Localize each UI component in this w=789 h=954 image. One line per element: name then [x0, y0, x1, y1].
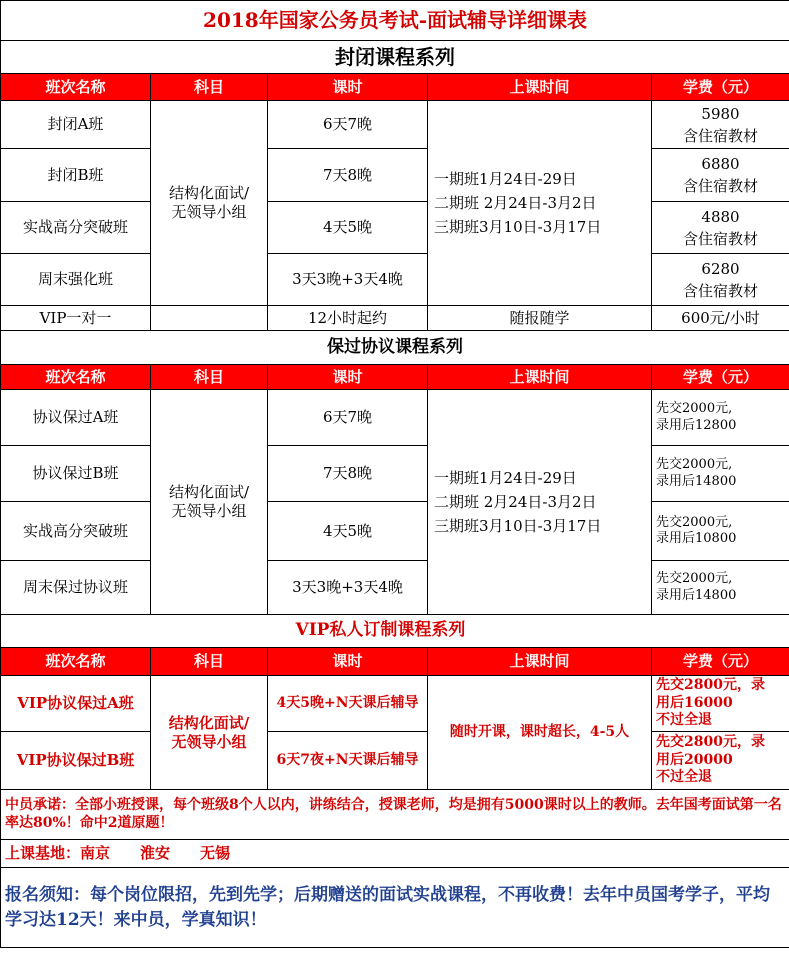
class-name: VIP协议保过B班: [1, 732, 151, 790]
header-hours: 课时: [268, 365, 428, 390]
hours-cell: 6天7晚: [268, 390, 428, 446]
class-name: VIP协议保过A班: [1, 676, 151, 732]
schedule-cell: [428, 390, 652, 615]
table-row: [1, 254, 789, 306]
fee-note: 含住宿教材: [683, 126, 759, 145]
class-name: 实战高分突破班: [1, 202, 151, 254]
header-subject: 科目: [151, 648, 268, 676]
header-fee: 学费（元）: [652, 648, 789, 676]
fee-line: 不过全退: [656, 769, 712, 786]
closed-series-title: 封闭课程系列: [1, 41, 789, 74]
fee-line: 用后16000: [656, 694, 733, 711]
closed-header-row: [1, 74, 789, 101]
table-row: [1, 446, 789, 502]
time-cell: 随报随学: [428, 306, 652, 331]
fee-note: 含住宿教材: [683, 229, 759, 248]
schedule-cell: [428, 101, 652, 306]
header-subject: 科目: [151, 74, 268, 101]
schedule-line: 二期班 2月24日-3月2日: [434, 194, 597, 212]
fee-line: 先交2000元,: [656, 571, 733, 587]
fee-cell: [652, 561, 789, 615]
table-row: [1, 561, 789, 615]
header-hours: 课时: [268, 648, 428, 676]
agreement-header-row: [1, 365, 789, 390]
header-class: 班次名称: [1, 74, 151, 101]
hours-cell: 4天5晚: [268, 202, 428, 254]
fee-cell: [652, 390, 789, 446]
subject-line: 无领导小组: [171, 502, 247, 520]
subject-cell: [151, 306, 268, 331]
table-row: [1, 306, 789, 331]
fee-line: 先交2000元,: [656, 401, 733, 417]
header-time: 上课时间: [428, 74, 652, 101]
fee-line: 录用后10800: [656, 531, 737, 546]
fee-cell: [652, 101, 789, 149]
table-row: [1, 390, 789, 446]
fee-line: 录用后12800: [656, 417, 737, 433]
header-class: 班次名称: [1, 365, 151, 390]
schedule-line: 三期班3月10日-3月17日: [434, 517, 602, 535]
hours-cell: 7天8晚: [268, 446, 428, 502]
fee-line: 录用后14800: [656, 587, 737, 603]
header-fee: 学费（元）: [652, 365, 789, 390]
fee-line: 先交2800元，录: [656, 734, 765, 751]
header-time: 上课时间: [428, 648, 652, 676]
agreement-series-title: 保过协议课程系列: [1, 331, 789, 365]
class-name: VIP一对一: [1, 306, 151, 331]
vip-header-row: [1, 648, 789, 676]
hours-cell: 4天5晚+N天课后辅导: [268, 676, 428, 732]
table-row: [1, 101, 789, 149]
table-row: [1, 202, 789, 254]
subject-line: 结构化面试/: [168, 184, 250, 203]
time-cell: 随时开课，课时超长，4-5人: [428, 676, 652, 790]
hours-cell: 12小时起约: [268, 306, 428, 331]
class-name: 封闭B班: [1, 149, 151, 202]
schedule-line: 三期班3月10日-3月17日: [434, 218, 602, 236]
header-hours: 课时: [268, 74, 428, 101]
class-name: 协议保过B班: [1, 446, 151, 502]
fee-line: 先交2000元,: [656, 514, 733, 530]
header-subject: 科目: [151, 365, 268, 390]
fee-cell: [652, 732, 789, 790]
subject-line: 无领导小组: [171, 203, 247, 221]
table-row: [1, 676, 789, 732]
fee-line: 不过全退: [656, 712, 712, 729]
main-title: 2018年国家公务员考试-面试辅导详细课表: [1, 1, 789, 41]
fee-cell: [652, 254, 789, 306]
class-name: 协议保过A班: [1, 390, 151, 446]
schedule-line: 二期班 2月24日-3月2日: [434, 493, 597, 511]
header-fee: 学费（元）: [652, 74, 789, 101]
fee-cell: [652, 676, 789, 732]
subject-cell: [151, 390, 268, 615]
header-time: 上课时间: [428, 365, 652, 390]
subject-cell: [151, 101, 268, 306]
fee-cell: 600元/小时: [652, 306, 789, 331]
hours-cell: 6天7晚: [268, 101, 428, 149]
subject-cell: [151, 676, 268, 790]
table-row: [1, 149, 789, 202]
subject-line: 结构化面试/: [168, 713, 250, 732]
fee-note: 含住宿教材: [683, 177, 759, 195]
table-row: [1, 732, 789, 790]
fee-cell: [652, 502, 789, 561]
base-locations: 上课基地：南京 淮安 无锡: [1, 840, 789, 868]
schedule-line: 一期班1月24日-29日: [434, 469, 577, 487]
class-name: 周末保过协议班: [1, 561, 151, 615]
promise-note: 中员承诺：全部小班授课，每个班级8个人以内，讲练结合，授课老师，均是拥有5000课时以上的教师。去年国考面试第一名率达80%！命中2道原题！: [1, 790, 789, 840]
table-row: [1, 502, 789, 561]
vip-series-title: VIP私人订制课程系列: [268, 615, 789, 648]
fee-line: 先交2000元,: [656, 457, 733, 473]
hours-cell: 3天3晚+3天4晚: [268, 561, 428, 615]
header-class: 班次名称: [1, 648, 151, 676]
hours-cell: 4天5晚: [268, 502, 428, 561]
fee-amount: 6880: [701, 155, 740, 173]
fee-line: 先交2800元，录: [656, 677, 765, 694]
fee-cell: [652, 149, 789, 202]
hours-cell: 3天3晚+3天4晚: [268, 254, 428, 306]
class-name: 封闭A班: [1, 101, 151, 149]
fee-amount: 4880: [701, 207, 740, 226]
fee-note: 含住宿教材: [683, 281, 759, 300]
schedule-line: 一期班1月24日-29日: [434, 170, 577, 188]
fee-cell: [652, 446, 789, 502]
fee-amount: 5980: [701, 104, 740, 123]
subject-line: 结构化面试/: [168, 483, 250, 502]
fee-amount: 6280: [701, 259, 740, 278]
class-name: 周末强化班: [1, 254, 151, 306]
hours-cell: 7天8晚: [268, 149, 428, 202]
class-name: 实战高分突破班: [1, 502, 151, 561]
fee-cell: [652, 202, 789, 254]
fee-line: 用后20000: [656, 751, 733, 768]
registration-notice: 报名须知：每个岗位限招，先到先学；后期赠送的面试实战课程，不再收费！去年中员国考学子，平均学习达12天！来中员，学真知识！: [1, 868, 789, 948]
fee-line: 录用后14800: [656, 473, 737, 489]
hours-cell: 6天7夜+N天课后辅导: [268, 732, 428, 790]
subject-line: 无领导小组: [171, 732, 247, 751]
